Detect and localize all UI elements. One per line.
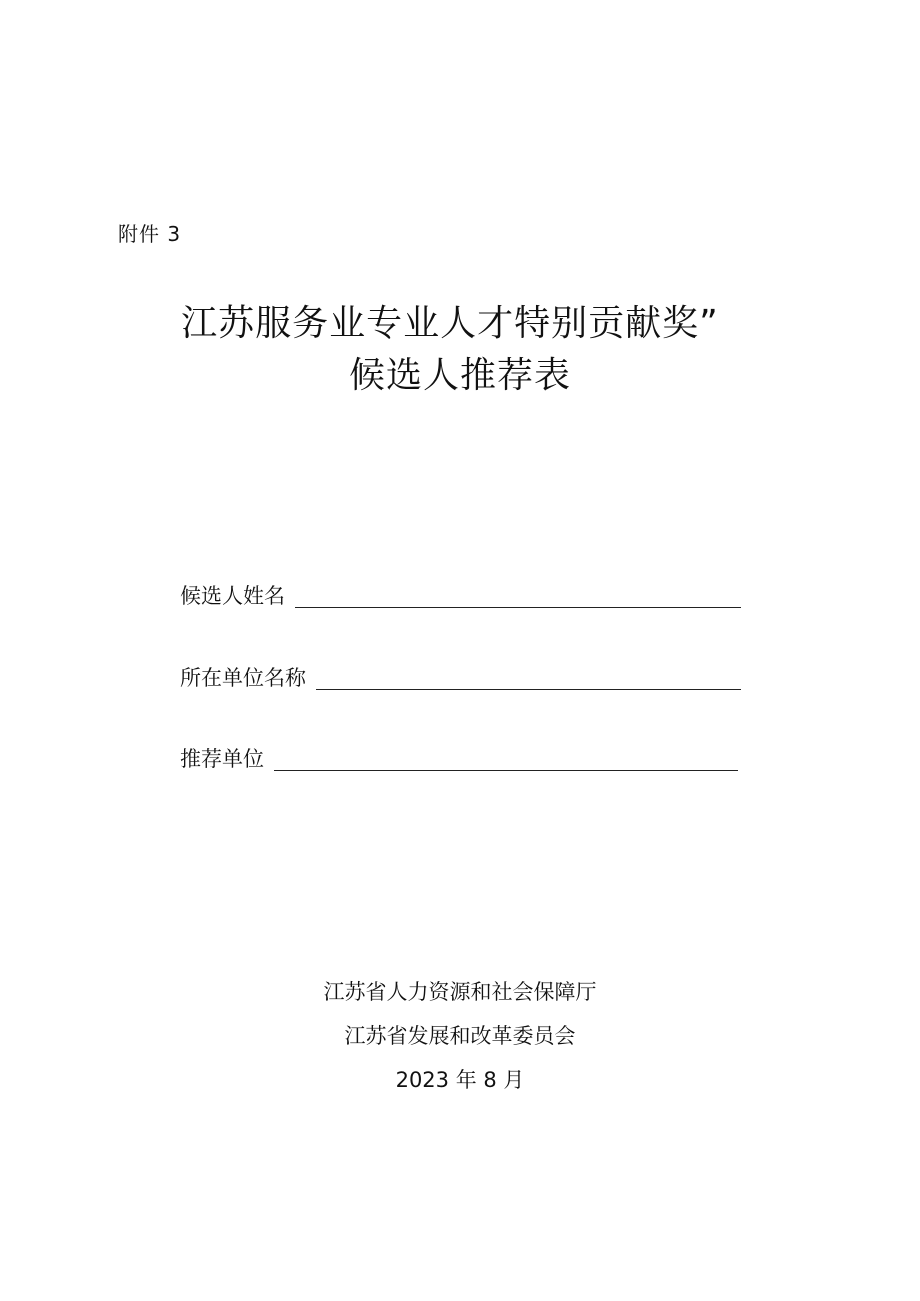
issuer-org-1: 江苏省人力资源和社会保障厅: [323, 980, 597, 1004]
page-title-line-1: 江苏服务业专业人才特别贡献奖”: [181, 303, 719, 344]
issue-date: 2023 年 8 月: [395, 1068, 525, 1092]
candidate-name-blank[interactable]: [295, 585, 741, 608]
recommending-unit-blank[interactable]: [274, 748, 738, 771]
attachment-label: 附件 3: [118, 222, 182, 246]
employer-name-blank[interactable]: [316, 667, 741, 690]
employer-name-field: [180, 664, 741, 692]
recommending-unit-label: 推荐单位: [180, 747, 264, 771]
employer-name-label: 所在单位名称: [180, 666, 306, 690]
candidate-name-label: 候选人姓名: [180, 584, 285, 608]
candidate-name-field: [180, 582, 741, 610]
page-title-line-2: 候选人推荐表: [348, 355, 571, 396]
issuer-org-2: 江苏省发展和改革委员会: [344, 1024, 576, 1048]
recommending-unit-field: [180, 745, 738, 773]
